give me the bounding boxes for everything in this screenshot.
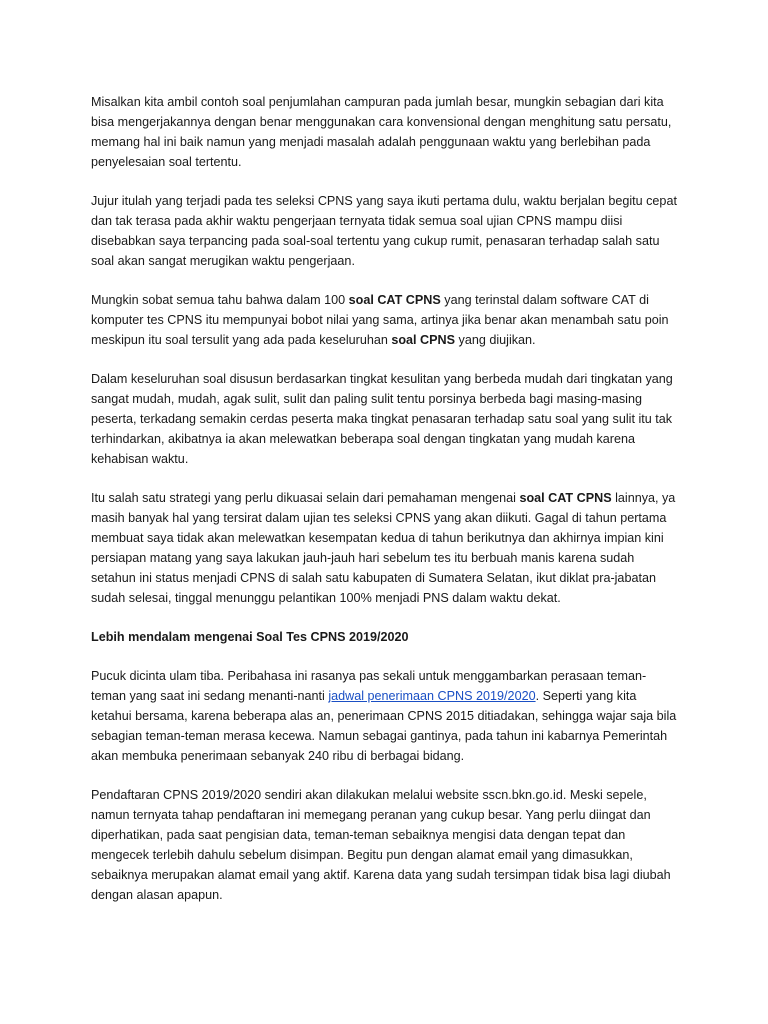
paragraph-3-bold-1: soal CAT CPNS [348,293,441,307]
paragraph-7 [91,785,680,905]
jadwal-penerimaan-link[interactable]: jadwal penerimaan CPNS 2019/2020 [328,689,536,703]
paragraph-2 [91,191,680,271]
paragraph-3-text-3: yang diujikan. [455,333,536,347]
paragraph-5-text-2: lainnya, ya masih banyak hal yang tersirat dalam ujian tes seleksi CPNS yang akan diikuti. Gagal di tahun pertama membuat saya tidak akan melewatkan kesempatan kedua di tahun berikutnya dan akhirnya impian kini persiapan matang yang saya lakukan jauh-jauh hari sebelum tes itu berbuah manis karena sudah setahun ini status menjadi CPNS di salah satu kabupaten di Sumatera Selatan, ikut diklat pra-jabatan sudah selesai, tinggal menunggu pelantikan 100% menjadi PNS dalam waktu dekat. [91,491,676,605]
paragraph-1 [91,92,680,172]
paragraph-6-text-1: Pucuk dicinta ulam tiba. Peribahasa ini rasanya pas sekali untuk menggambarkan perasaan teman-teman yang saat ini sedang menanti-nanti [91,669,647,703]
paragraph-5-bold-1: soal CAT CPNS [519,491,612,505]
paragraph-3-text-2: yang terinstal dalam software CAT di komputer tes CPNS itu mempunyai bobot nilai yang sama, artinya jika benar akan menambah satu poin meskipun itu soal tersulit yang ada pada keseluruhan [91,293,669,347]
paragraph-3 [91,290,680,350]
paragraph-1-text: Misalkan kita ambil contoh soal penjumlahan campuran pada jumlah besar, mungkin sebagian dari kita bisa mengerjakannya dengan benar menggunakan cara konvensional dengan menghitung satu persatu, memang hal ini baik namun yang menjadi masalah adalah penggunaan waktu yang berlebihan pada penyelesaian soal tertentu. [91,95,672,169]
paragraph-4 [91,369,680,469]
paragraph-3-text-1: Mungkin sobat semua tahu bahwa dalam 100 [91,293,349,307]
paragraph-5 [91,488,680,608]
paragraph-5-text-1: Itu salah satu strategi yang perlu dikuasai selain dari pemahaman mengenai [91,491,520,505]
paragraph-4-text: Dalam keseluruhan soal disusun berdasarkan tingkat kesulitan yang berbeda mudah dari tingkatan yang sangat mudah, mudah, agak sulit, sulit dan paling sulit tentu porsinya berbeda bagi masing-masing peserta, terkadang semakin cerdas peserta maka tingkat penasaran terhadap satu soal yang sulit itu tak terhindarkan, akibatnya ia akan melewatkan beberapa soal dengan tingkatan yang mudah karena kehabisan waktu. [91,372,673,466]
section-heading: Lebih mendalam mengenai Soal Tes CPNS 2019/2020 [91,630,409,644]
paragraph-3-bold-2: soal CPNS [391,333,456,347]
paragraph-6-text-2: . Seperti yang kita ketahui bersama, karena beberapa alas an, penerimaan CPNS 2015 ditiadakan, sehingga wajar saja bila sebagian teman-teman merasa kecewa. Namun sebagai gantinya, pada tahun ini kabarnya Pemerintah akan membuka penerimaan sebanyak 240 ribu di berbagai bidang. [91,689,677,763]
paragraph-7-text: Pendaftaran CPNS 2019/2020 sendiri akan dilakukan melalui website sscn.bkn.go.id. Meski sepele, namun ternyata tahap pendaftaran ini memegang peranan yang cukup besar. Yang perlu diingat dan diperhatikan, pada saat pengisian data, teman-teman sebaiknya mengisi data dengan tepat dan mengecek terlebih dahulu sebelum disimpan. Begitu pun dengan alamat email yang dimasukkan, sebaiknya merupakan alamat email yang aktif. Karena data yang sudah tersimpan tidak bisa lagi diubah dengan alasan apapun. [91,788,671,902]
paragraph-2-text: Jujur itulah yang terjadi pada tes seleksi CPNS yang saya ikuti pertama dulu, waktu berjalan begitu cepat dan tak terasa pada akhir waktu pengerjaan ternyata tidak semua soal ujian CPNS mampu diisi disebabkan saya terpancing pada soal-soal tertentu yang cukup rumit, penasaran terhadap salah satu soal akan sangat merugikan waktu pengerjaan. [91,194,677,268]
paragraph-6 [91,666,680,766]
